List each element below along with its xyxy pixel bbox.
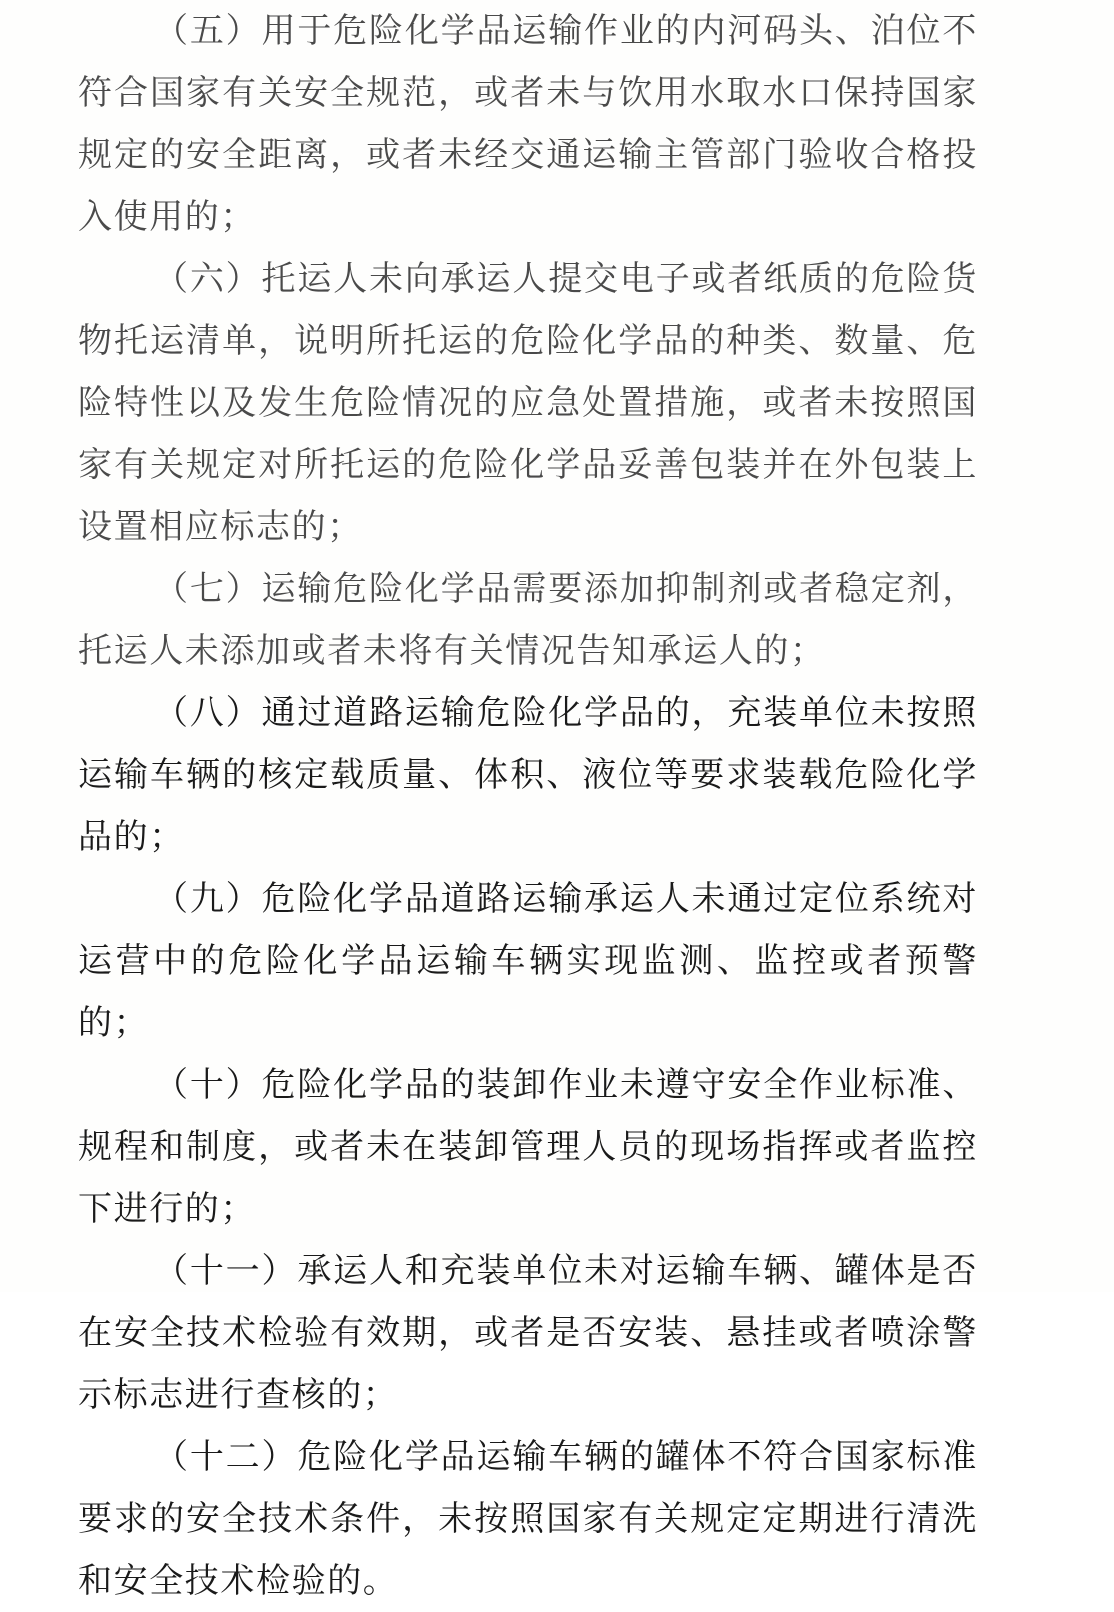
paragraph-item-11: （十一）承运人和充装单位未对运输车辆、罐体是否在安全技术检验有效期，或者是否安装、悬挂或者喷涂警示标志进行查核的； bbox=[78, 1251, 978, 1415]
paragraph-item-10: （十）危险化学品的装卸作业未遵守安全作业标准、规程和制度，或者未在装卸管理人员的现场指挥或者监控下进行的； bbox=[78, 1065, 978, 1229]
document-body bbox=[78, 0, 978, 1612]
paragraph-item-8: （八）通过道路运输危险化学品的，充装单位未按照运输车辆的核定载质量、体积、液位等要求装载危险化学品的； bbox=[78, 693, 978, 857]
paragraph-item-7: （七）运输危险化学品需要添加抑制剂或者稳定剂，托运人未添加或者未将有关情况告知承运人的； bbox=[78, 569, 978, 671]
paragraph-item-5: （五）用于危险化学品运输作业的内河码头、泊位不符合国家有关安全规范，或者未与饮用水取水口保持国家规定的安全距离，或者未经交通运输主管部门验收合格投入使用的； bbox=[78, 11, 978, 237]
paragraph-item-6: （六）托运人未向承运人提交电子或者纸质的危险货物托运清单，说明所托运的危险化学品的种类、数量、危险特性以及发生危险情况的应急处置措施，或者未按照国家有关规定对所托运的危险化学品妥善包装并在外包装上设置相应标志的； bbox=[78, 259, 978, 547]
paragraph-item-12: （十二）危险化学品运输车辆的罐体不符合国家标准要求的安全技术条件，未按照国家有关规定定期进行清洗和安全技术检验的。 bbox=[78, 1437, 978, 1601]
paragraph-item-9: （九）危险化学品道路运输承运人未通过定位系统对运营中的危险化学品运输车辆实现监测、监控或者预警的； bbox=[78, 879, 978, 1043]
